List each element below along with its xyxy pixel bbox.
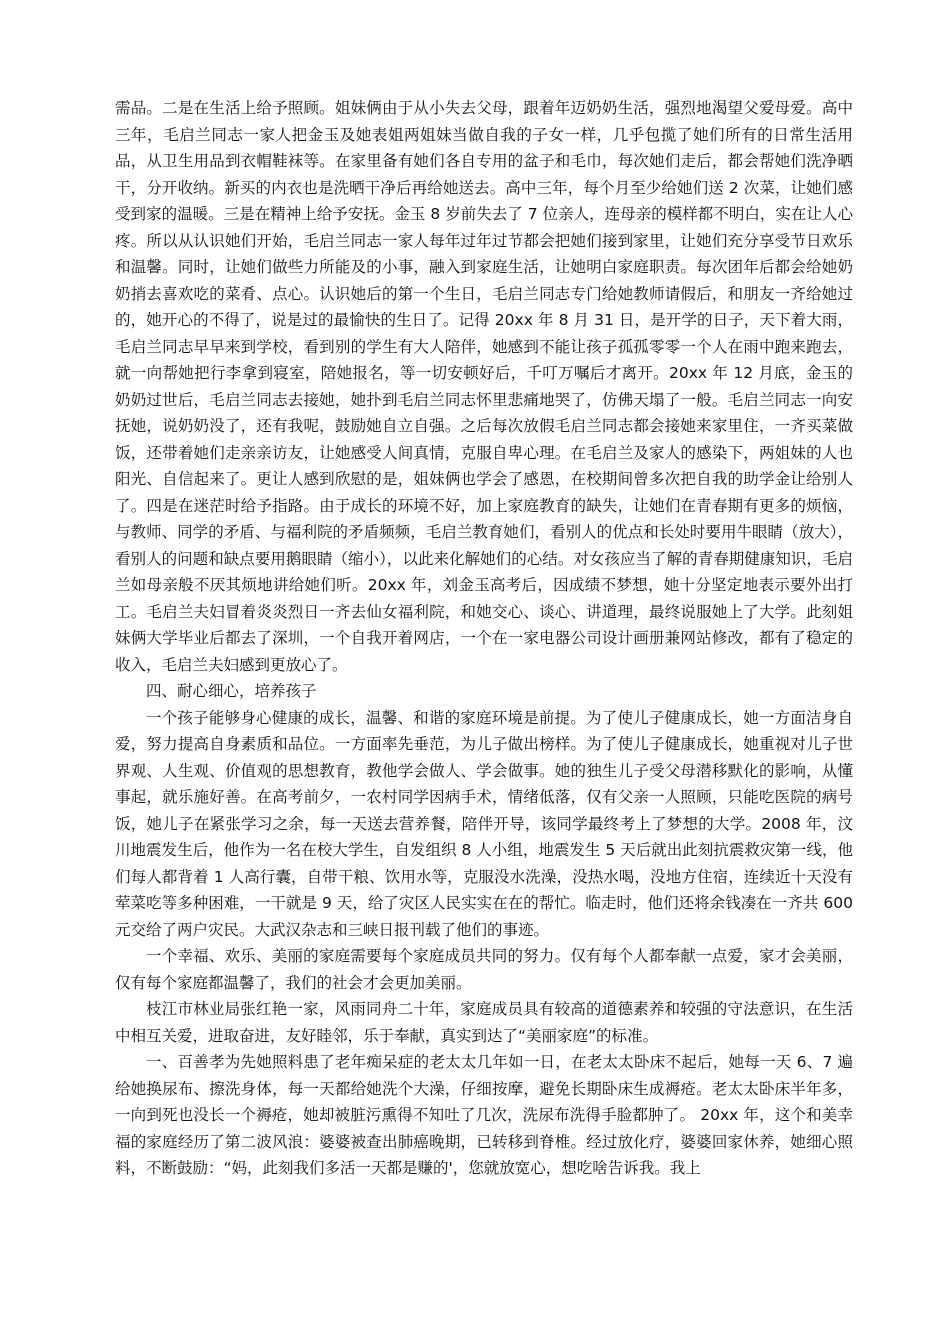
paragraph-sisters-care: 需品。二是在生活上给予照顾。姐妹俩由于从小失去父母，跟着年迈奶奶生活，强烈地渴望父爱母爱。高中三年，毛启兰同志一家人把金玉及她表姐两姐妹当做自我的子女一样，几乎包揽了她们所有的日常生活用品，从卫生用品到衣帽鞋袜等。在家里备有她们各自专用的盆子和毛巾，每次她们走后，都会帮她们洗净晒干，分开收纳。新买的内衣也是洗晒干净后再给她送去。高中三年，每个月至少给她们送 2 次菜，让她们感受到家的温暖。三是在精神上给予安抚。金玉 8 岁前失去了 7 位亲人，连母亲的模样都不明白，实在让人心疼。所以从认识她们开始，毛启兰同志一家人每年过年过节都会把她们接到家里，让她们充分享受节日欢乐和温馨。同时，让她们做些力所能及的小事，融入到家庭生活，让她明白家庭职责。每次团年后都会给她奶奶捎去喜欢吃的菜肴、点心。认识她后的第一个生日，毛启兰同志专门给她教师请假后，和朋友一齐给她过的，她开心的不得了，说是过的最愉快的生日了。记得 20xx 年 8 月 31 日，是开学的日子，天下着大雨，毛启兰同志早早来到学校，看到别的学生有大人陪伴，她感到不能让孩子孤孤零零一个人在雨中跑来跑去，就一向帮她把行李拿到寝室，陪她报名，等一切安顿好后，千叮万嘱后才离开。20xx 年 12 月底，金玉的奶奶过世后，毛启兰同志去接她，她扑到毛启兰同志怀里悲痛地哭了，仿佛天塌了一般。毛启兰同志一向安抚她，说奶奶没了，还有我呢，鼓励她自立自强。之后每次放假毛启兰同志都会接她来家里住，一齐买菜做饭，还带着她们走亲亲访友，让她感受人间真情，克服自卑心理。在毛启兰及家人的感染下，两姐妹的人也阳光、自信起来了。更让人感到欣慰的是，姐妹俩也学会了感恩，在校期间曾多次把自我的助学金让给别人了。四是在迷茫时给予指路。由于成长的环境不好，加上家庭教育的缺失，让她们在青春期有更多的烦恼，与教师、同学的矛盾、与福利院的矛盾频频，毛启兰教育她们，看别人的优点和长处时要用牛眼睛（放大），看别人的问题和缺点要用鹅眼睛（缩小），以此来化解她们的心结。对女孩应当了解的青春期健康知识，毛启兰如母亲般不厌其烦地讲给她们听。20xx 年，刘金玉高考后，因成绩不梦想，她十分坚定地表示要外出打工。毛启兰夫妇冒着炎炎烈日一齐去仙女福利院，和她交心、谈心、讲道理，最终说服她上了大学。此刻姐妹俩大学毕业后都去了深圳，一个自我开着网店，一个在一家电器公司设计画册兼网站修改，都有了稳定的收入，毛启兰夫妇感到更放心了。 [115,99,853,674]
document-page [115,95,853,1182]
paragraph-filial-piety: 一、百善孝为先她照料患了老年痴呆症的老太太几年如一日，在老太太卧床不起后，她每一天 6、7 遍给她换尿布、擦洗身体，每一天都给她洗个大澡，仔细按摩，避免长期卧床生成褥疮。老太太卧床半年多，一向到死也没长一个褥疮，她却被脏污熏得不知吐了几次，洗尿布洗得手脸都肿了。 20xx 年，这个和美幸福的家庭经历了第二波风浪：婆婆被查出肺癌晚期，已转移到脊椎。经过放化疗，婆婆回家休养，她细心照料，不断鼓励：“妈，此刻我们多活一天都是赚的'，您就放宽心，想吃啥告诉我。我上 [115,1053,853,1177]
section-heading: 四、耐心细心，培养孩子 [146,682,317,700]
paragraph-zhang-family: 枝江市林业局张红艳一家，风雨同舟二十年，家庭成员具有较高的道德素养和较强的守法意识，在生活中相互关爱，进取奋进，友好睦邻，乐于奉献，真实到达了“美丽家庭”的标准。 [115,1000,853,1045]
paragraph-son-education: 一个孩子能够身心健康的成长，温馨、和谐的家庭环境是前提。为了使儿子健康成长，她一方面洁身自爱，努力提高自身素质和品位。一方面率先垂范，为儿子做出榜样。为了使儿子健康成长，她重视对儿子世界观、人生观、价值观的思想教育，教他学会做人、学会做事。她的独生儿子受父母潜移默化的影响，从懂事起，就乐施好善。在高考前夕，一农村同学因病手术，情绪低落，仅有父亲一人照顾，只能吃医院的病号饭，她儿子在紧张学习之余，每一天送去营养餐，陪伴开导，该同学最终考上了梦想的大学。2008 年，汶川地震发生后，他作为一名在校大学生，自发组织 8 人小组，地震发生 5 天后就出此刻抗震救灾第一线，他们每人都背着 1 人高行囊，自带干粮、饮用水等，克服没水洗澡，没热水喝，没地方住宿，连续近十天没有荤菜吃等多种困难，一干就是 9 天，给了灾区人民实实在在的帮忙。临走时，他们还将余钱凑在一齐共 600 元交给了两户灾民。大武汉杂志和三峡日报刊载了他们的事迹。 [115,708,853,939]
paragraph-family-effort: 一个幸福、欢乐、美丽的家庭需要每个家庭成员共同的努力。仅有每个人都奉献一点爱，家才会美丽，仅有每个家庭都温馨了，我们的社会才会更加美丽。 [115,947,853,992]
